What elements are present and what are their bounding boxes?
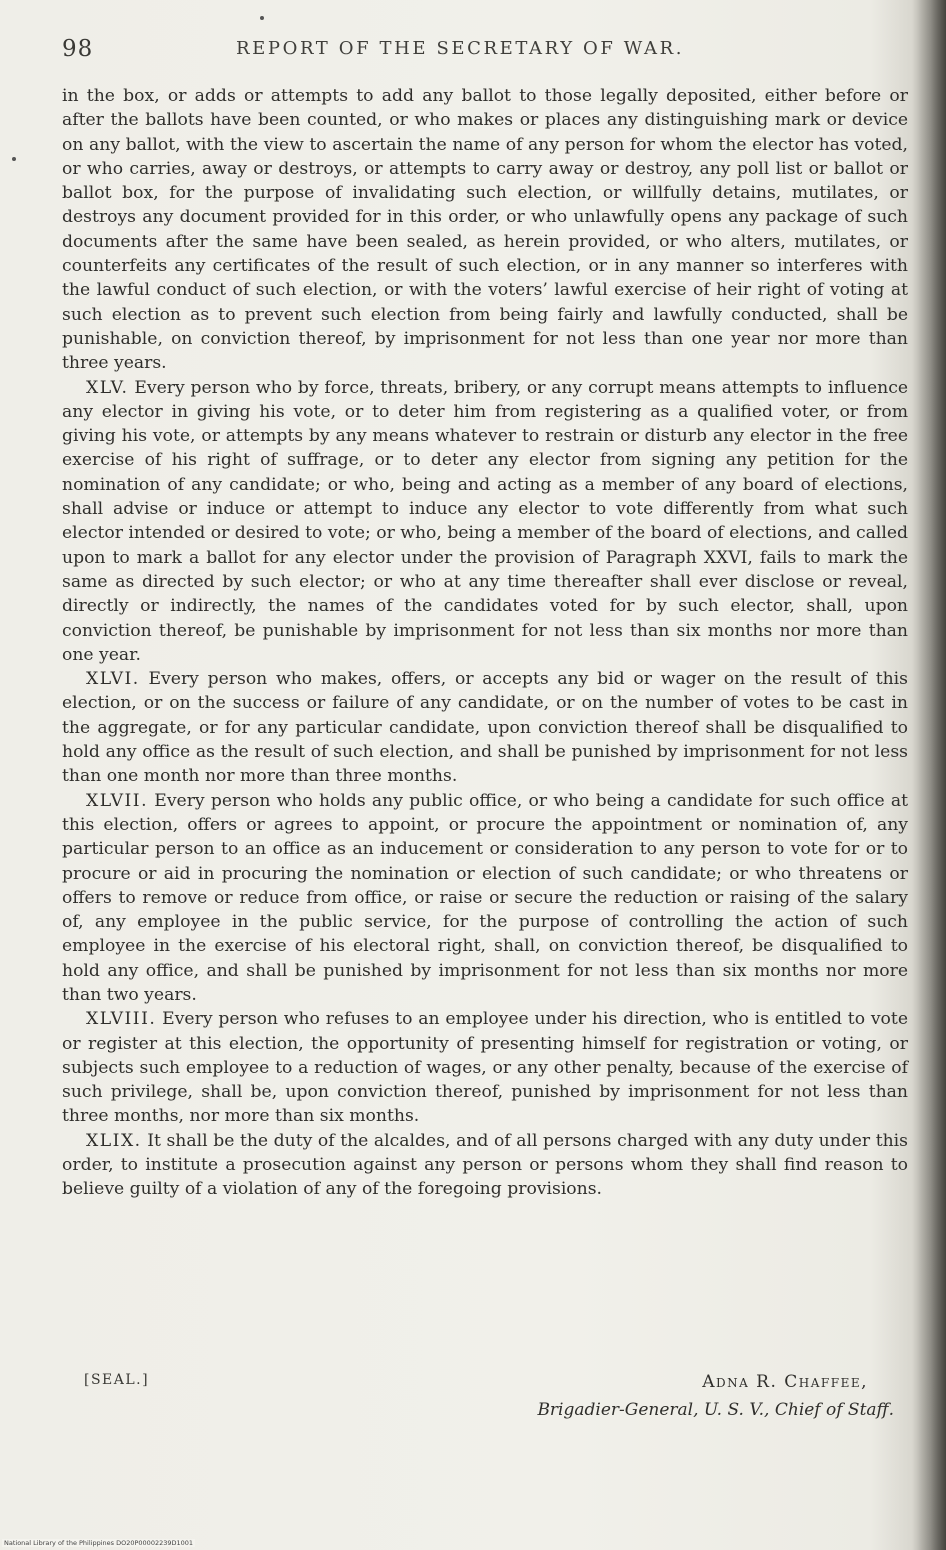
dust-speck: [12, 157, 16, 161]
page-number: 98: [62, 36, 94, 62]
signature-block: [62, 1372, 908, 1442]
paragraph-text: Every person who makes, offers, or accepts any bid or wager on the result of this election, or on the success or failure of any candidate, or on the number of votes to be cast in the aggregate, or for any particular candidate, upon conviction thereof shall be disqualified to hold any office as the result of such election, and shall be punished by imprisonment for not less than one month nor more than three months.: [62, 669, 908, 787]
section-number: XLIX.: [86, 1130, 142, 1151]
section-number: XLV.: [86, 377, 129, 398]
section-xlviii: [62, 1007, 908, 1128]
signer-name: Adna R. Chaffee,: [702, 1372, 868, 1392]
paragraph-text: Every person who refuses to an employee under his direction, who is entitled to vote or register at this election, the opportunity of presenting himself for registration or voting, or subjects such employee to a reduction of wages, or any other penalty, because of the exercise of such privilege, shall be, upon conviction thereof, punished by imprisonment for not less than three months, nor more than six months.: [62, 1009, 908, 1127]
seal-mark: [SEAL.]: [84, 1372, 150, 1388]
scan-credit: National Library of the Philippines DO20P00002239D1001: [4, 1539, 194, 1547]
paragraph-continuation: [62, 84, 908, 376]
section-xlvii: [62, 789, 908, 1008]
section-xlvi: [62, 667, 908, 788]
section-xlix: [62, 1129, 908, 1202]
signer-title: Brigadier-General, U. S. V., Chief of Staff.: [537, 1400, 894, 1420]
paragraph-text: Every person who holds any public office, or who being a candidate for such office at this election, offers or agrees to appoint, or procure the appointment or nomination of, any particular person to an office as an inducement or consideration to any person to vote for or to procure or aid in procuring the nomination or election of such candidate; or who threatens or offers to remove or reduce from office, or raise or secure the reduction or raising of the salary of, any employee in the public service, for the purpose of controlling the action of such employee in the exercise of his electoral right, shall, on conviction thereof, be disqualified to hold any office, and shall be punished by imprisonment for not less than six months nor more than two years.: [62, 790, 908, 1005]
paragraph-text: It shall be the duty of the alcaldes, and of all persons charged with any duty under this order, to institute a prosecution against any person or persons whom they shall find reason to believe guilty of a violation of any of the foregoing provisions.: [62, 1130, 908, 1200]
section-number: XLVI.: [86, 669, 140, 690]
paragraph-text: Every person who by force, threats, bribery, or any corrupt means attempts to influence any elector in giving his vote, or to deter him from registering as a qualified voter, or from giving his vote, or attempts by any means whatever to restrain or disturb any elector in the free exercise of his right of suffrage, or to deter any elector from signing any petition for the nomination of any candidate; or who, being and acting as a member of any board of elections, shall advise or induce or attempt to induce any elector to vote differently from what such elector intended or desired to vote; or who, being a member of the board of elections, and called upon to mark a ballot for any elector under the provision of Paragraph XXVI, fails to mark the same as directed by such elector; or who at any time thereafter shall ever disclose or reveal, directly or indirectly, the names of the candidates voted for by such elector, shall, upon conviction thereof, be punishable by imprisonment for not less than six months nor more than one year.: [62, 377, 908, 665]
page-header: [62, 36, 902, 66]
section-xlv: [62, 376, 908, 668]
page-binding-shadow: [912, 0, 946, 1550]
section-number: XLVIII.: [86, 1009, 157, 1030]
body-text: [62, 84, 908, 1202]
dust-speck: [260, 16, 264, 20]
running-head: REPORT OF THE SECRETARY OF WAR.: [236, 38, 685, 59]
paragraph-text: in the box, or adds or attempts to add any ballot to those legally deposited, either before or after the ballots have been counted, or who makes or places any distinguishing mark or device on any ballot, with the view to ascertain the name of any person for whom the elector has voted, or who carries, away or destroys, or attempts to carry away or destroy, any poll list or ballot or ballot box, for the purpose of invalidating such election, or willfully detains, mutilates, or destroys any document provided for in this order, or who unlawfully opens any package of such documents after the same have been sealed, as herein provided, or who alters, mutilates, or counterfeits any certificates of the result of such election, or in any manner so interferes with the lawful conduct of such election, or with the voters’ lawful exercise of heir right of voting at such election as to prevent such election from being fairly and lawfully conducted, shall be punishable, on conviction thereof, by imprisonment for not less than one year nor more than three years.: [62, 86, 908, 374]
section-number: XLVII.: [86, 790, 149, 811]
